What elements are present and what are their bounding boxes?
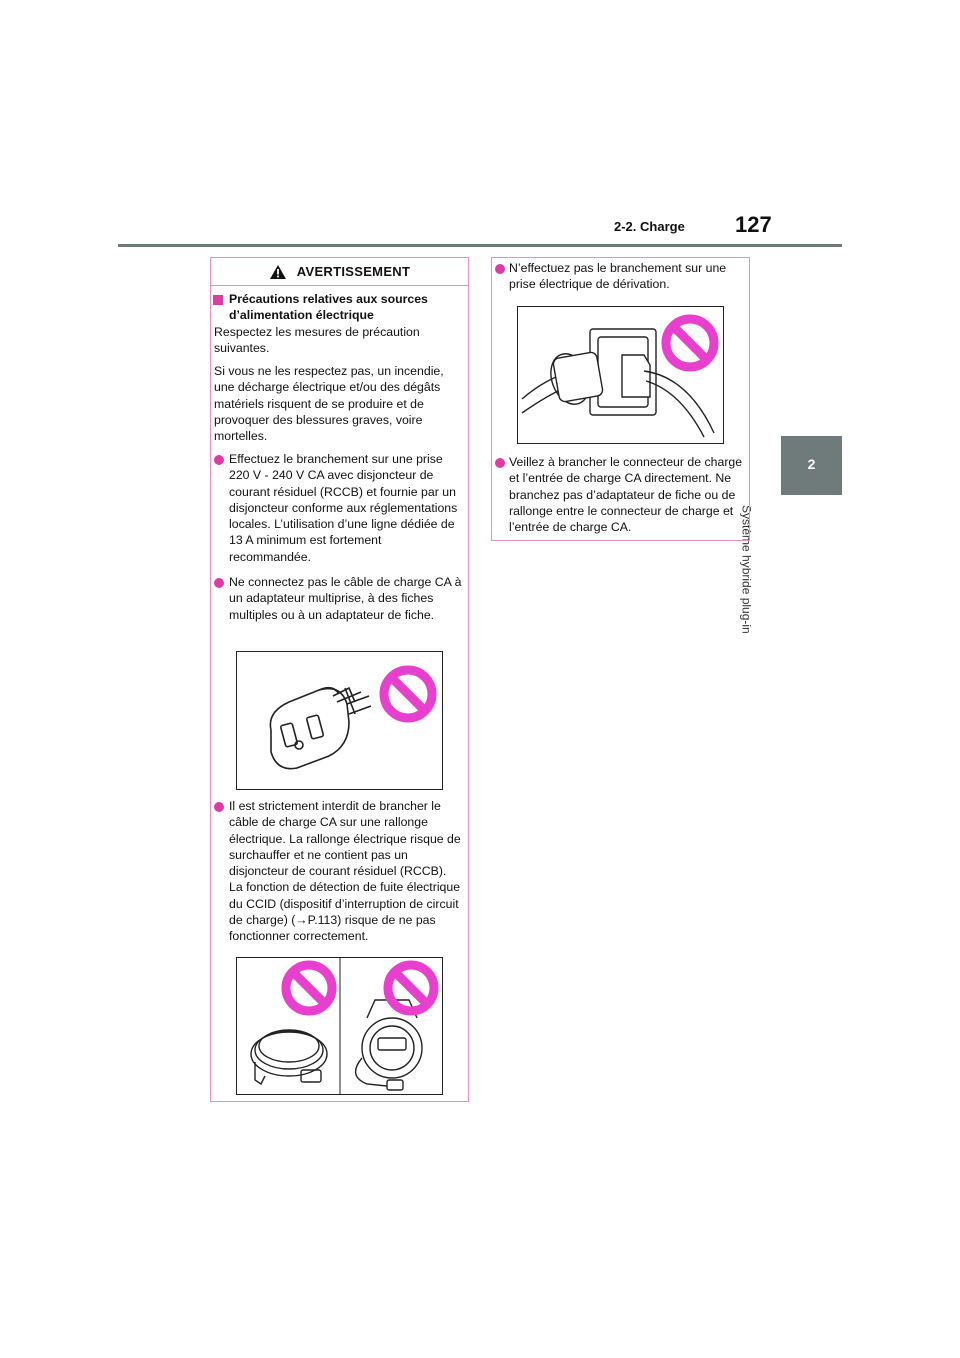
prohibited-icon [286, 965, 332, 1011]
bullet-dot [214, 455, 224, 465]
bullet-dot [495, 458, 505, 468]
chapter-title: Système hybride plug-in [739, 505, 754, 634]
intro-paragraph-1: Respectez les mesures de précaution suivantes. [214, 325, 420, 356]
bullet-dot [495, 264, 505, 274]
chapter-tab [781, 436, 842, 495]
branch-outlet-illustration [522, 329, 714, 437]
bullet-text-3: Il est strictement interdit de brancher le câble de charge CA sur une rallonge électrique. La rallonge électrique risque de surchauffer et ne contient pas un disjoncteur de courant résiduel (RCCB). La fonction de détection de fuite électrique du CCID (dispositif d’interruption de circuit de charge) (→P.113) risque de ne pas fonctionner correctement. [229, 799, 461, 944]
chapter-number: 2 [807, 456, 816, 472]
chapter-title-vertical [739, 505, 824, 645]
bullet-text-2: Ne connectez pas le câble de charge CA à un adaptateur multiprise, à des fiches multiples ou à un adaptateur de fiche. [229, 575, 462, 622]
page-number: 127 [735, 212, 772, 237]
bullet-text-1: Effectuez le branchement sur une prise 220 V - 240 V CA avec disjoncteur de courant résiduel (RCCB) et fournie par un disjoncteur conforme aux réglementations locales. L’utilisation d’une ligne dédiée de 13 A minimum est fortement recommandée. [229, 452, 458, 564]
bullet-text-4: N’effectuez pas le branchement sur une prise électrique de dérivation. [509, 261, 727, 292]
warning-title: AVERTISSEMENT [296, 264, 411, 279]
warning-triangle-icon [269, 264, 287, 280]
warning-header [211, 258, 468, 286]
section-title: 2-2. Charge [614, 219, 685, 234]
prohibited-icon [384, 670, 432, 718]
figure-branch-outlet [517, 306, 724, 444]
figure-extension-cords [236, 957, 443, 1095]
bullet-dot [214, 578, 224, 588]
intro-paragraph-2: Si vous ne les respectez pas, un incendie, une décharge électrique et/ou des dégâts matériels risquent de se produire et de provoquer des blessures graves, voire mortelles. [214, 364, 444, 444]
heading-square [213, 295, 223, 305]
bullet-text-5: Veillez à brancher le connecteur de charge et l’entrée de charge CA directement. Ne branchez pas d’adaptateur de fiche ou de rallonge entre le connecteur de charge et l’entrée de charge CA. [509, 455, 743, 535]
header-rule [118, 244, 842, 247]
warning-heading: Précautions relatives aux sources d’alimentation électrique [229, 292, 428, 323]
figure-plug-adapter [236, 651, 443, 790]
bullet-dot [214, 802, 224, 812]
prohibited-icon [666, 319, 714, 367]
plug-adapter-illustration [270, 688, 371, 769]
extension-cord-illustration [251, 1030, 327, 1084]
